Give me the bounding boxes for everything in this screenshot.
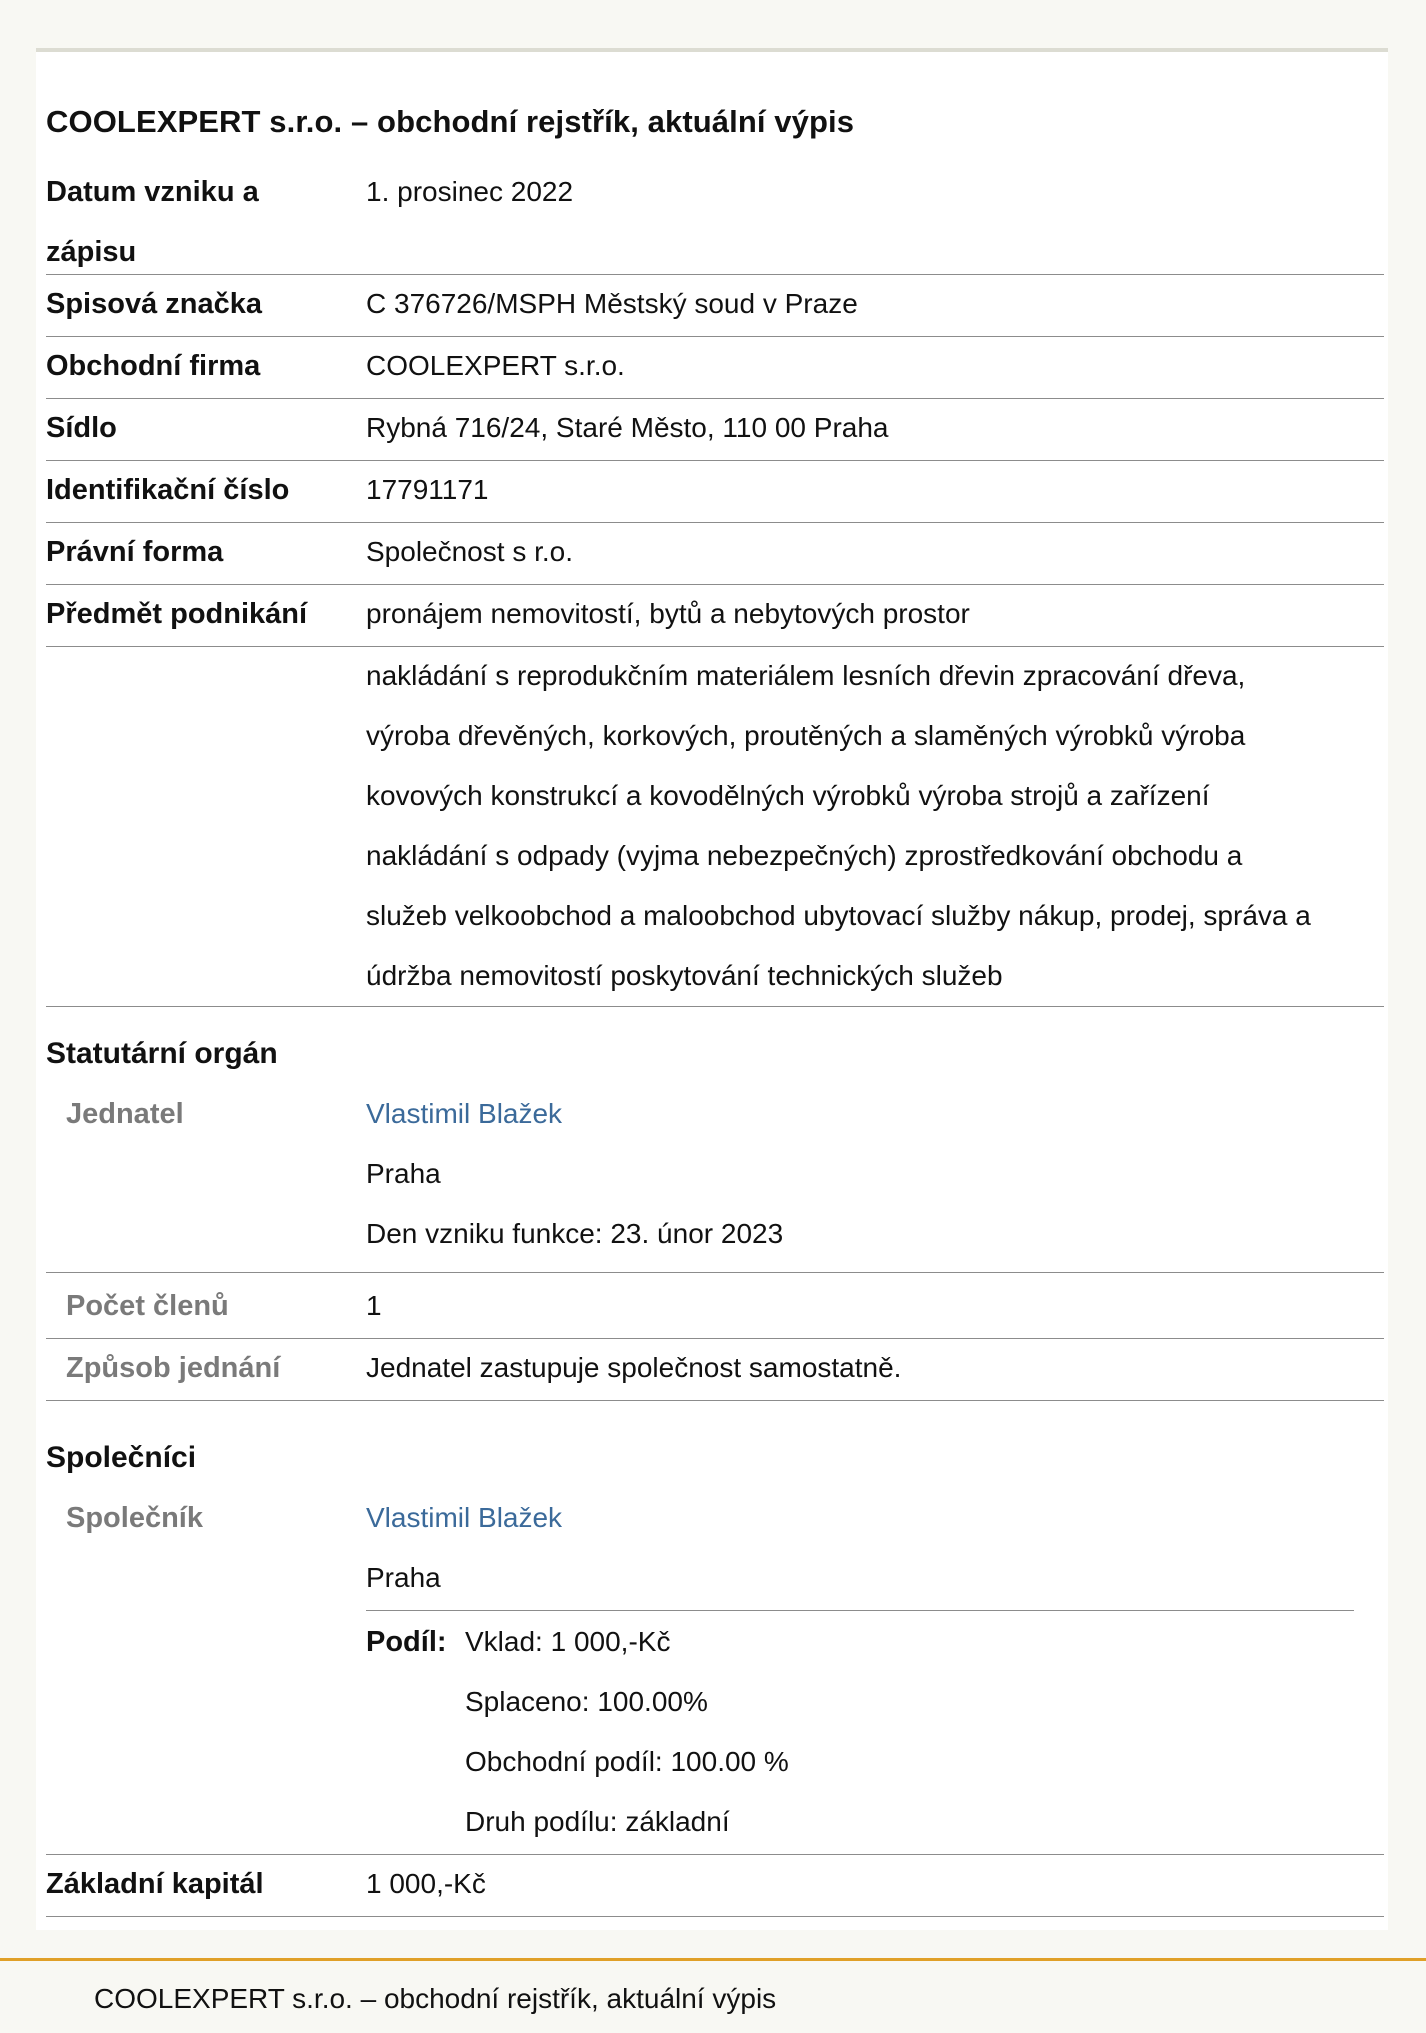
- row-predmet-podnikani-2: [46, 646, 1384, 1007]
- podil-label: Podíl:: [366, 1626, 447, 1658]
- podil-obchodni-podil: Obchodní podíl: 100.00 %: [465, 1746, 789, 1777]
- obchodni-firma-value: COOLEXPERT s.r.o.: [366, 350, 625, 381]
- spolecnik-divider: [366, 1610, 1354, 1611]
- jednatel-label: Jednatel: [66, 1098, 184, 1130]
- predmet-podnikani-value-1: pronájem nemovitostí, bytů a nebytových prostor: [366, 598, 970, 629]
- spolecnici-heading: Společníci: [46, 1441, 197, 1474]
- zakladni-kapital-value: 1 000,-Kč: [366, 1868, 486, 1899]
- page-footer: [0, 1958, 1426, 2033]
- statutarni-organ-heading: Statutární orgán: [46, 1037, 278, 1070]
- podil-splaceno: Splaceno: 100.00%: [465, 1686, 708, 1717]
- datum-vzniku-label-line1: Datum vzniku a: [46, 176, 259, 208]
- pocet-clenu-label: Počet členů: [66, 1290, 229, 1322]
- row-zpusob-jednani: [46, 1338, 1384, 1401]
- zakladni-kapital-label: Základní kapitál: [46, 1868, 264, 1900]
- row-zakladni-kapital: [46, 1854, 1384, 1917]
- spolecnik-value: [366, 1488, 1384, 1608]
- predmet-line: nakládání s reprodukčním materiálem lesních dřevin zpracování dřeva,: [366, 660, 1246, 691]
- ico-label: Identifikační číslo: [46, 474, 290, 506]
- datum-vzniku-label: [46, 162, 346, 282]
- pravni-forma-value: Společnost s r.o.: [366, 536, 574, 567]
- footer-title: COOLEXPERT s.r.o. – obchodní rejstřík, aktuální výpis: [94, 1983, 777, 2014]
- podil-vklad: Vklad: 1 000,-Kč: [465, 1626, 671, 1657]
- jednatel-city: Praha: [366, 1158, 441, 1189]
- spisova-znacka-label: Spisová značka: [46, 288, 262, 320]
- spolecnik-name-link[interactable]: Vlastimil Blažek: [366, 1502, 563, 1533]
- spolecnik-label: Společník: [66, 1502, 203, 1534]
- jednatel-name-link[interactable]: Vlastimil Blažek: [366, 1098, 563, 1129]
- predmet-podnikani-label: Předmět podnikání: [46, 598, 308, 630]
- page-title: COOLEXPERT s.r.o. – obchodní rejstřík, aktuální výpis: [46, 104, 855, 139]
- predmet-line: služeb velkoobchod a maloobchod ubytovací služby nákup, prodej, správa a: [366, 900, 1311, 931]
- datum-vzniku-value: 1. prosinec 2022: [366, 176, 574, 207]
- row-obchodni-firma: [46, 336, 1384, 399]
- predmet-line: kovových konstrukcí a kovodělných výrobků výroba strojů a zařízení: [366, 780, 1210, 811]
- sidlo-label: Sídlo: [46, 412, 117, 444]
- pravni-forma-label: Právní forma: [46, 536, 224, 568]
- row-ico: [46, 460, 1384, 523]
- sidlo-value: Rybná 716/24, Staré Město, 110 00 Praha: [366, 412, 889, 443]
- predmet-line: údržba nemovitostí poskytování technických služeb: [366, 960, 1003, 991]
- row-pravni-forma: [46, 522, 1384, 585]
- jednatel-value: [366, 1084, 1384, 1264]
- podil-details: [465, 1612, 789, 1852]
- registry-card: [36, 48, 1388, 1930]
- pocet-clenu-value: 1: [366, 1290, 382, 1321]
- row-datum-vzniku: [46, 162, 1384, 275]
- datum-vzniku-label-line2: zápisu: [46, 236, 137, 268]
- row-spisova-znacka: [46, 274, 1384, 337]
- spolecnik-city: Praha: [366, 1562, 441, 1593]
- obchodni-firma-label: Obchodní firma: [46, 350, 261, 382]
- row-pocet-clenu: [46, 1276, 1384, 1339]
- spisova-znacka-value: C 376726/MSPH Městský soud v Praze: [366, 288, 858, 319]
- jednatel-since: Den vzniku funkce: 23. únor 2023: [366, 1218, 784, 1249]
- predmet-podnikani-value-2: [366, 646, 1384, 1006]
- predmet-line: výroba dřevěných, korkových, proutěných a slaměných výrobků výroba: [366, 720, 1246, 751]
- zpusob-jednani-value: Jednatel zastupuje společnost samostatně.: [366, 1352, 902, 1383]
- ico-value: 17791171: [366, 474, 489, 505]
- row-spolecnik: [46, 1488, 1384, 1855]
- row-predmet-podnikani: [46, 584, 1384, 647]
- row-sidlo: [46, 398, 1384, 461]
- podil-druh: Druh podílu: základní: [465, 1806, 730, 1837]
- row-jednatel: [46, 1084, 1384, 1273]
- predmet-line: nakládání s odpady (vyjma nebezpečných) zprostředkování obchodu a: [366, 840, 1243, 871]
- zpusob-jednani-label: Způsob jednání: [66, 1352, 281, 1384]
